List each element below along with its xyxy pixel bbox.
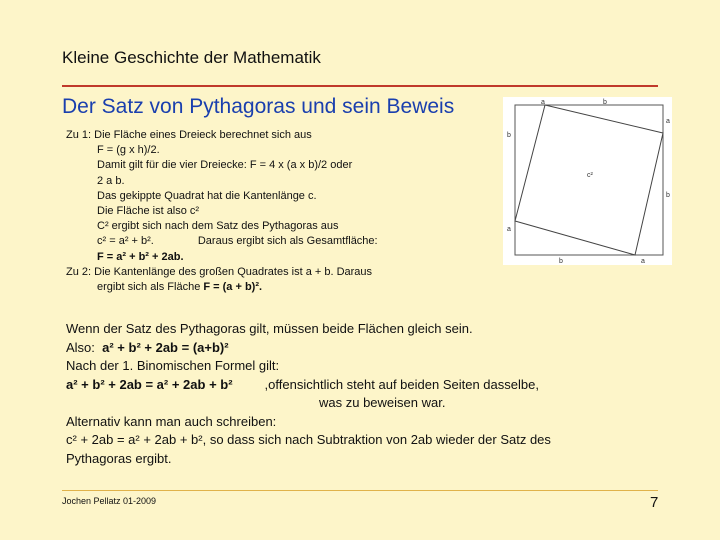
- header-divider: [62, 85, 658, 87]
- proof-line: C² ergibt sich nach dem Satz des Pythagoras aus: [97, 220, 339, 233]
- footer-divider: [62, 490, 658, 491]
- proof-line: Damit gilt für die vier Dreiecke: F = 4 x (a x b)/2 oder: [97, 159, 353, 172]
- body-line: [66, 339, 656, 358]
- proof-line: 2 a b.: [97, 174, 125, 187]
- footer-author: Jochen Pellatz 01-2009: [62, 496, 157, 506]
- proof-text-segment: ergibt sich als Fläche: [97, 281, 204, 294]
- body-line: Alternativ kann man auch schreiben:: [66, 413, 277, 429]
- label-c-square: c²: [587, 172, 593, 179]
- formula-total-area-text: F = a² + b² + 2ab.: [97, 250, 184, 263]
- tilted-square: [515, 105, 663, 255]
- slide-header: Kleine Geschichte der Mathematik: [62, 48, 321, 67]
- label-a-right: a: [666, 118, 670, 125]
- body-line: Wenn der Satz des Pythagoras gilt, müssen beide Flächen gleich sein.: [66, 321, 473, 336]
- proof-text: [66, 128, 496, 295]
- formula-total-area: [66, 250, 496, 265]
- proof-text-segment: Daraus ergibt sich als Gesamtfläche:: [197, 235, 378, 248]
- label-b-right: b: [666, 192, 670, 199]
- label-a-top: a: [541, 99, 545, 106]
- page-number: 7: [650, 494, 659, 511]
- conclusion-text: [66, 320, 656, 468]
- proof-line: [66, 234, 496, 249]
- label-a-bottom: a: [641, 258, 645, 265]
- proof-line: Das gekippte Quadrat hat die Kantenlänge c.: [97, 189, 317, 202]
- formula-square-area: F = (a + b)².: [203, 281, 263, 294]
- body-line: c² + 2ab = a² + 2ab + b², so dass sich nach Subtraktion von 2ab wieder der Satz des: [66, 432, 551, 447]
- body-line: Pythagoras ergibt.: [66, 450, 172, 466]
- formula-binomial: a² + b² + 2ab = a² + 2ab + b²: [66, 376, 233, 392]
- proof-line: F = (g x h)/2.: [97, 144, 160, 157]
- proof-line: Zu 2: Die Kantenlänge des großen Quadrates ist a + b. Daraus: [66, 265, 373, 278]
- body-text-segment: ,offensichtlich steht auf beiden Seiten dasselbe,: [264, 376, 539, 392]
- body-line: was zu beweisen war.: [319, 395, 446, 410]
- pythagoras-diagram: [503, 97, 672, 265]
- slide-title: Der Satz von Pythagoras und sein Beweis: [62, 95, 455, 118]
- formula-equality: a² + b² + 2ab = (a+b)²: [102, 339, 229, 355]
- proof-line: Die Fläche ist also c²: [97, 205, 200, 218]
- body-line: Nach der 1. Binomischen Formel gilt:: [66, 358, 280, 373]
- proof-line: [66, 280, 496, 295]
- formula-pythagoras: c² = a² + b².: [97, 235, 154, 248]
- label-a-left: a: [507, 226, 511, 233]
- body-line: [66, 376, 656, 395]
- label-b-top: b: [603, 99, 607, 106]
- proof-line: Zu 1: Die Fläche eines Dreieck berechnet sich aus: [66, 129, 312, 141]
- label-b-bottom: b: [559, 258, 563, 265]
- pythagoras-figure: [503, 97, 672, 265]
- label-b-left: b: [507, 132, 511, 139]
- body-text-segment: Also:: [66, 339, 95, 355]
